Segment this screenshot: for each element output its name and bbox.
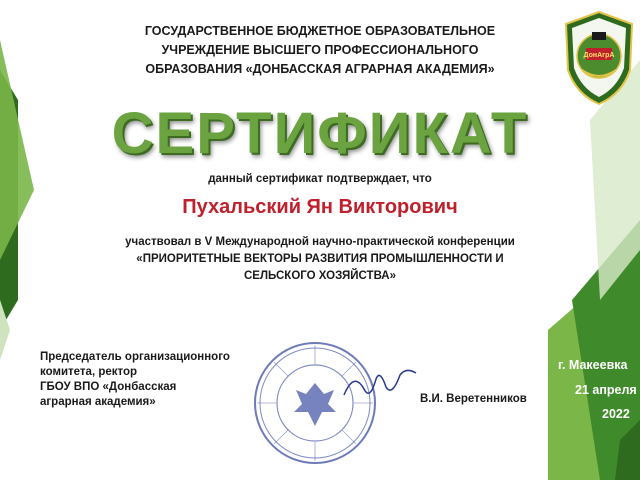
chairman-line-3: ГБОУ ВПО «Донбасская (40, 381, 177, 393)
participation-text (80, 234, 560, 285)
chairman-block (40, 350, 260, 410)
confirmation-text: данный сертификат подтверждает, что (208, 173, 432, 185)
organization-line-3: ОБРАЗОВАНИЯ «ДОНБАССКАЯ АГРАРНАЯ АКАДЕМИЯ» (145, 62, 495, 76)
organization-line-1: ГОСУДАРСТВЕННОЕ БЮДЖЕТНОЕ ОБРАЗОВАТЕЛЬНОЕ (144, 24, 496, 38)
date-line-1: 21 апреля (575, 383, 637, 397)
date-line-2: 2022 (602, 407, 630, 421)
recipient-name: Пухальский Ян Викторович (182, 196, 458, 218)
signer-name: В.И. Веретенников (420, 393, 527, 405)
signature-icon (340, 365, 420, 405)
organization-line-2: УЧРЕЖДЕНИЕ ВЫСШЕГО ПРОФЕССИОНАЛЬНОГО (161, 43, 479, 57)
participation-line-3: СЕЛЬСКОГО ХОЗЯЙСТВА» (243, 270, 397, 282)
logo-text: ДонАгрА (583, 52, 615, 59)
chairman-line-1: Председатель организационного (40, 351, 230, 363)
chairman-line-2: комитета, ректор (40, 366, 138, 378)
organization-header (110, 22, 530, 79)
participation-line-1: участвовал в V Международной научно-практической конференции (125, 236, 515, 248)
academy-logo-icon (562, 10, 636, 106)
certificate-title: СЕРТИФИКАТ (111, 101, 529, 166)
chairman-line-4: аграрная академия» (40, 396, 156, 408)
location-text: г. Макеевка (558, 358, 628, 372)
participation-line-2: «ПРИОРИТЕТНЫЕ ВЕКТОРЫ РАЗВИТИЯ ПРОМЫШЛЕННОСТИ И (136, 253, 504, 265)
